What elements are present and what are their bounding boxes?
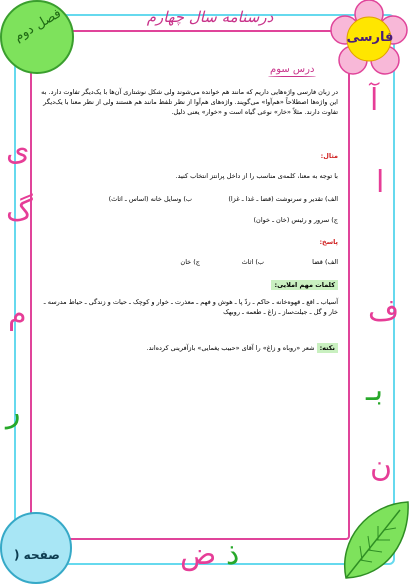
alphabet-left-3: م	[8, 297, 27, 332]
example-item-b: ب) وسایل خانه (اساس ـ اثاث)	[108, 195, 192, 203]
alphabet-right-5: ن	[370, 449, 393, 484]
subject-label: فارسی	[346, 30, 394, 45]
example-label: مثال:	[320, 152, 338, 160]
alphabet-right-3: ف	[368, 293, 400, 328]
alphabet-bottom-1: ض	[180, 537, 217, 572]
alphabet-right-2: ا	[376, 165, 385, 200]
keywords-label: کلمات مهم املایی:	[271, 280, 338, 290]
alphabet-right-4: بـ	[366, 373, 384, 408]
answer-item-a: الف) قضا	[312, 258, 338, 266]
lesson-title: درس سوم	[270, 64, 315, 75]
note-text: شعر «روباه و زاغ» را آقای «حبیب یغمایی» بازآفرینی کرده‌اند.	[146, 344, 315, 352]
example-item-a: الف) تقدیر و سرنوشت (قضا ـ غذا ـ غزا)	[228, 195, 338, 203]
lesson-title-underline	[268, 76, 316, 77]
alphabet-left-2: گ	[6, 193, 33, 228]
leaf-icon	[338, 500, 410, 580]
keywords-label-row	[180, 281, 338, 291]
keywords-text: آسیاب ـ اقع ـ قهوه‌خانه ـ حاکم ـ ردّ پا ـ هوش و فهم ـ معذرت ـ خوار و کوچک ـ حیات و زندگی ـ حیاط مدرسه ـ خار و گل ـ جیلت‌ساز ـ زاغ ـ طعمه ـ روبهک	[43, 298, 338, 316]
semester-label: فصل دوم	[11, 6, 64, 45]
lesson-intro: در زبان فارسی واژه‌هایی داریم که مانند هم خوانده می‌شوند ولی شکل نوشتاری آن‌ها با یک‌دیگر تفاوت دارد. به این واژه‌ها اصطلاحاً «هم‌آوا» می‌گویند. واژه‌های هم‌آوا از نظر تلفظ مانند هم هستند ولی از نظر معنا با یک‌دیگر تفاوت دارند. مثلاً «خار» نوعی گیاه است و «خوار» یعنی ذلیل.	[41, 88, 338, 116]
page-number-label: صفحه (	[14, 548, 60, 562]
note-row	[80, 344, 338, 354]
note-label: نکته:	[317, 343, 338, 353]
page-header-title: درسنامه سال چهارم	[146, 8, 274, 26]
example-instruction: با توجه به معنا، کلمه‌ی مناسب را از داخل پرانتز انتخاب کنید.	[175, 172, 338, 180]
semester-badge	[0, 0, 74, 74]
answer-label: پاسخ:	[319, 238, 338, 246]
example-item-c: ج) سرور و رئیس (خان ـ خوان)	[253, 216, 338, 224]
page-number-badge	[0, 512, 72, 584]
alphabet-bottom-2: ذ	[226, 537, 240, 572]
alphabet-left-1: ی	[6, 133, 30, 168]
alphabet-right-1: آ	[370, 83, 379, 118]
answer-item-c: ج) خان	[180, 258, 200, 266]
answer-item-b: ب) اثاث	[241, 258, 264, 266]
alphabet-left-4: ر	[6, 395, 21, 430]
